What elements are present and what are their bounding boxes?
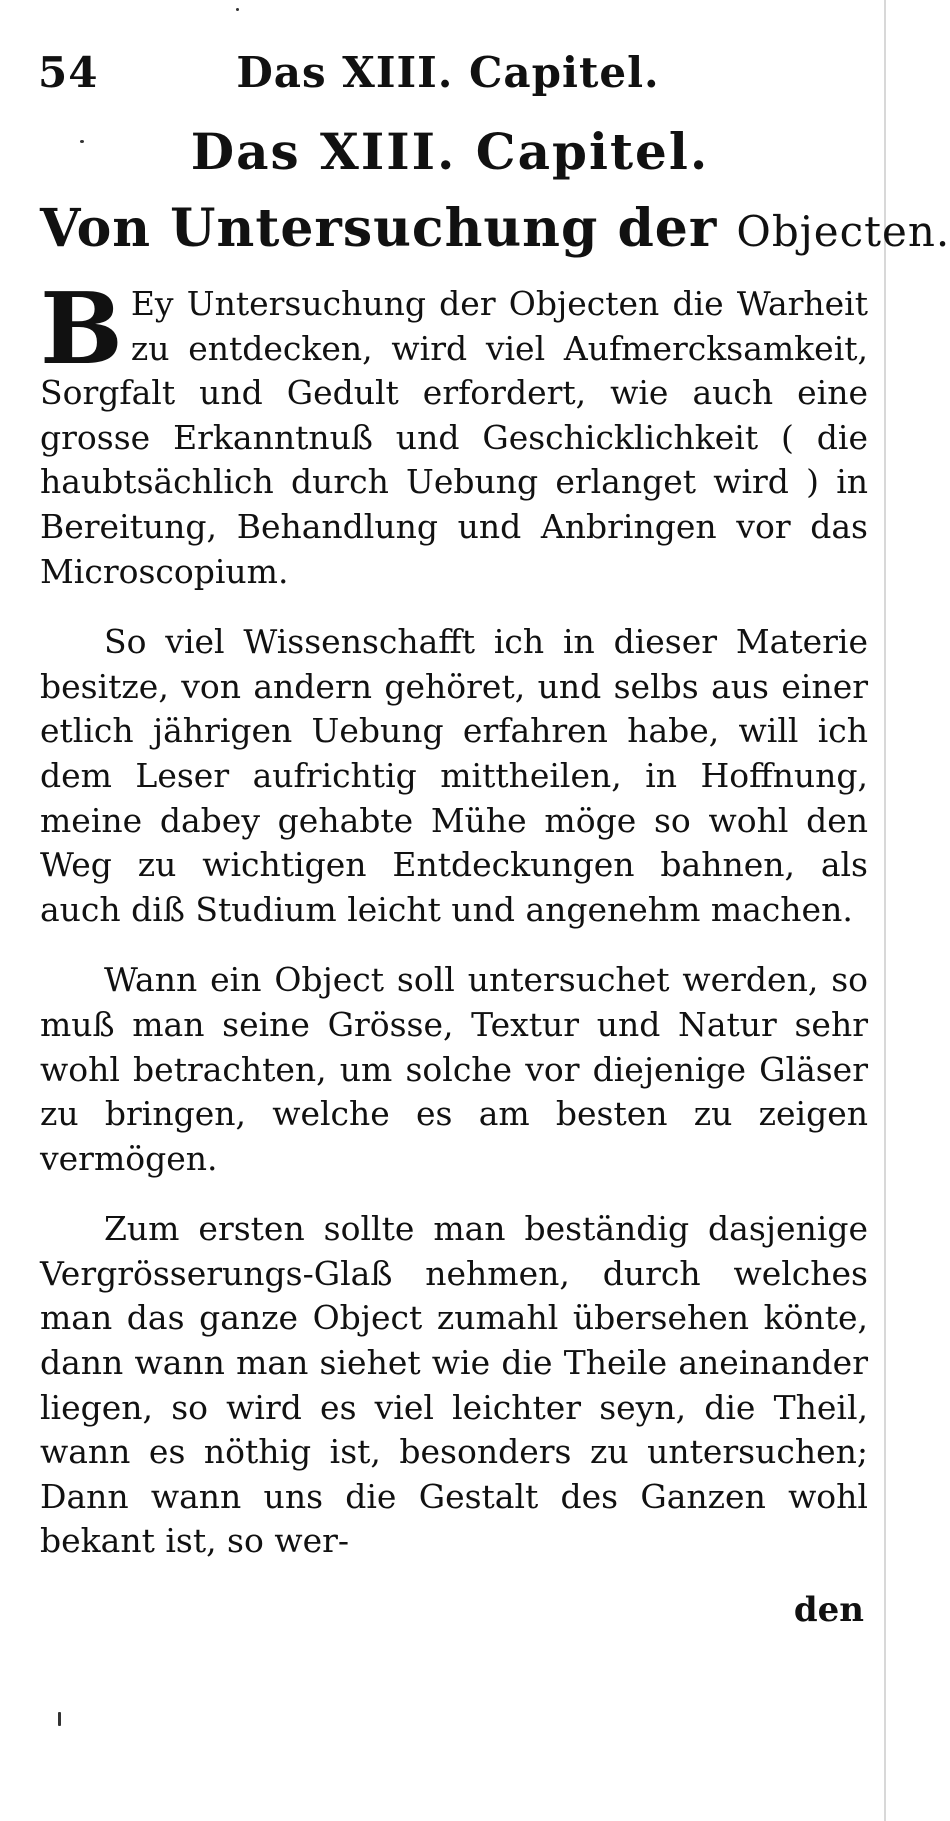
chapter-heading: Das XIII. Capitel.	[190, 122, 710, 181]
running-head	[38, 48, 858, 108]
ink-speck	[236, 8, 239, 11]
page-number: 54	[38, 48, 99, 97]
paragraph-1	[40, 272, 868, 594]
section-title-tail: Objecten.	[736, 207, 950, 256]
paragraph-4: Zum ersten sollte man beständig dasjenige Vergrösserungs-Glaß nehmen, durch welches man das ganze Object zumahl übersehen könte, dann wann man siehet wie die Theile aneinander liegen, so wird es viel leichter seyn, die Theil, wann es nöthig ist, besonders zu untersuchen; Dann wann uns die Gestalt des Ganzen wohl bekant ist, so wer-	[40, 1209, 868, 1561]
body-text	[40, 272, 868, 1590]
ink-speck	[80, 140, 84, 143]
running-title: Das XIII. Capitel.	[236, 48, 660, 97]
section-title-main: Von Untersuchung der	[40, 198, 718, 259]
page-edge	[884, 0, 886, 1821]
drop-cap: B	[40, 272, 123, 387]
paragraph-1-text: Ey Untersuchung der Objecten die Warheit zu entdecken, wird viel Aufmercksamkeit, Sorgfalt und Gedult erfordert, wie auch eine grosse Erkanntnuß und Geschicklichkeit ( die haubtsächlich durch Uebung erlanget wird ) in Bereitung, Behandlung und Anbringen vor das Microscopium.	[40, 284, 868, 591]
paragraph-2: So viel Wissenschafft ich in dieser Materie besitze, von andern gehöret, und selbs aus einer etlich jährigen Uebung erfahren habe, will ich dem Leser aufrichtig mittheilen, in Hoffnung, meine dabey gehabte Mühe möge so wohl den Weg zu wichtigen Entdeckungen bahnen, als auch diß Studium leicht und angenehm machen.	[40, 622, 868, 929]
catchword: den	[793, 1590, 864, 1630]
ink-speck	[58, 1712, 61, 1726]
paragraph-3: Wann ein Object soll untersuchet werden, so muß man seine Grösse, Textur und Natur sehr wohl betrachten, um solche vor diejenige Gläser zu bringen, welche es am besten zu zeigen vermögen.	[40, 960, 868, 1178]
section-title	[40, 198, 950, 259]
